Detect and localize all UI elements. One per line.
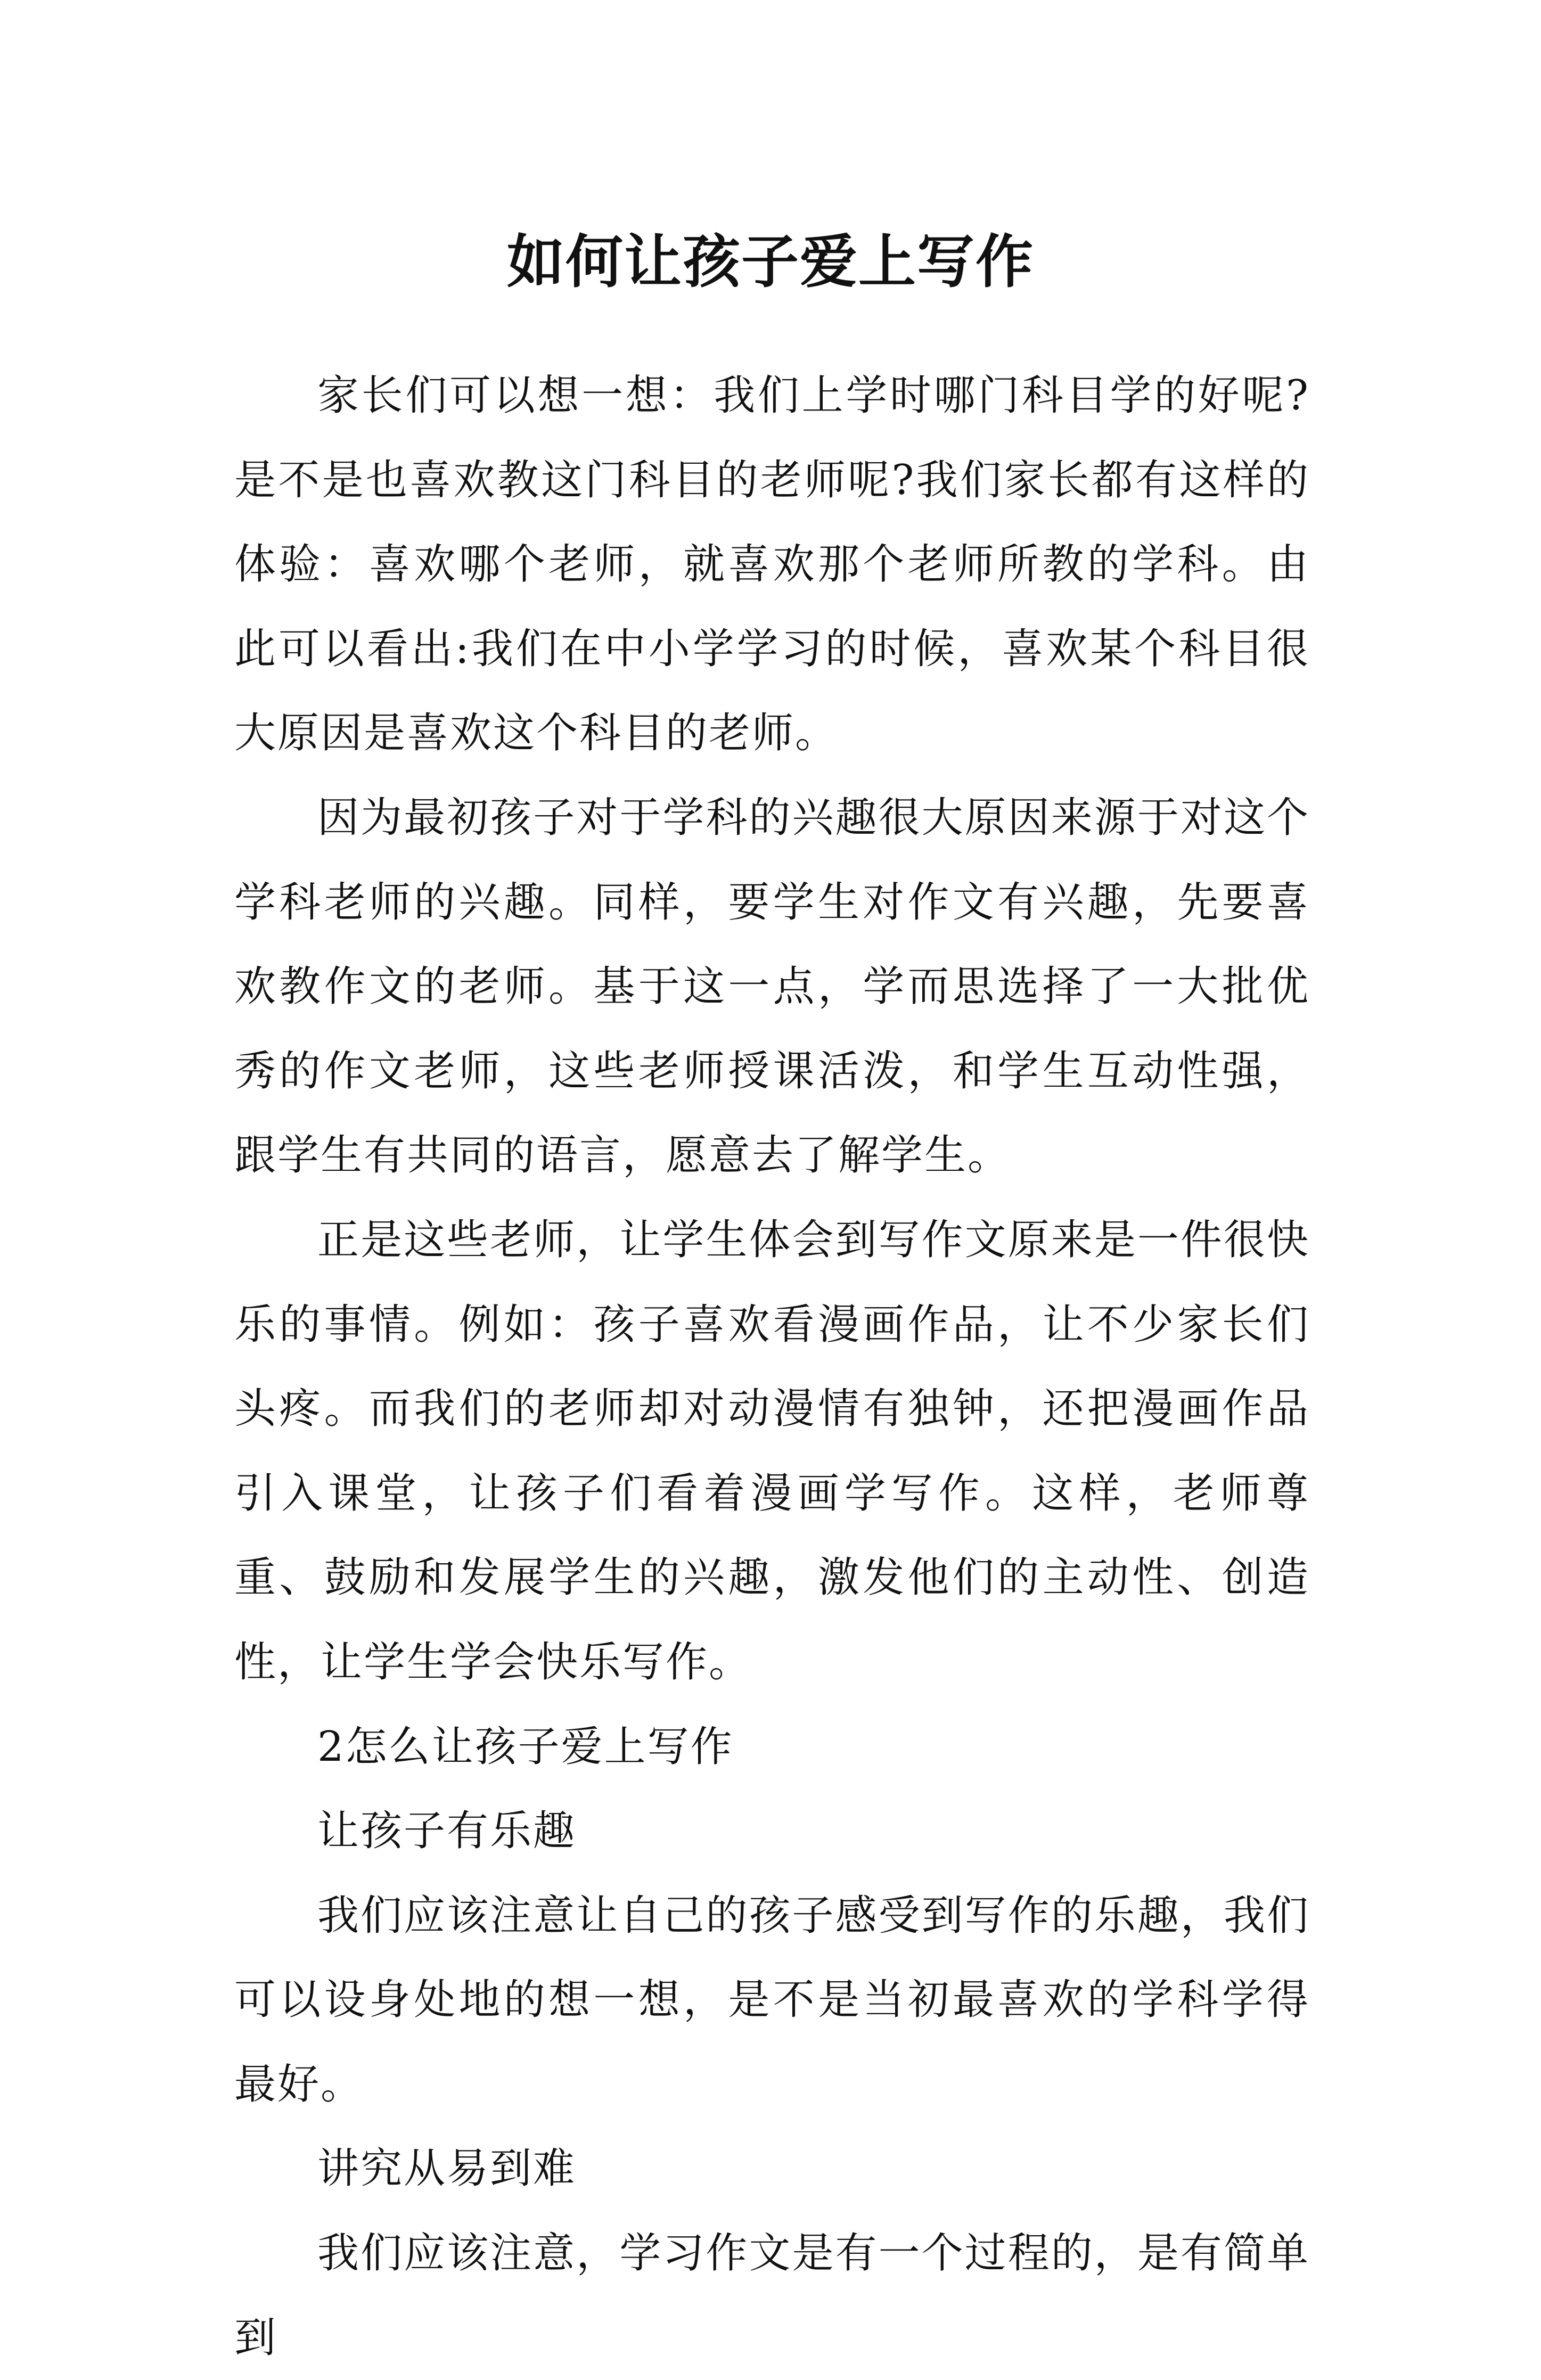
paragraph-1: 家长们可以想一想：我们上学时哪门科目学的好呢?是不是也喜欢教这门科目的老师呢?我们家长都有这样的体验：喜欢哪个老师，就喜欢那个老师所教的学科。由此可以看出:我们在中小学学习的时候，喜欢某个科目很大原因是喜欢这个科目的老师。 [234,372,1310,758]
paragraph-4: 我们应该注意让自己的孩子感受到写作的乐趣，我们可以设身处地的想一想，是不是当初最喜欢的学科学得最好。 [234,1891,1310,2108]
subheading-easy-to-hard: 讲究从易到难 [317,2145,577,2193]
paragraph-3: 正是这些老师，让学生体会到写作文原来是一件很快乐的事情。例如：孩子喜欢看漫画作品，让不少家长们头疼。而我们的老师却对动漫情有独钟，还把漫画作品引入课堂，让孩子们看着漫画学写作。这样，老师尊重、鼓励和发展学生的兴趣，激发他们的主动性、创造性，让学生学会快乐写作。 [234,1216,1310,1686]
subheading-fun: 让孩子有乐趣 [317,1807,577,1856]
section-heading: 2怎么让孩子爱上写作 [317,1722,734,1771]
paragraph-2: 因为最初孩子对于学科的兴趣很大原因来源于对这个学科老师的兴趣。同样，要学生对作文有兴趣，先要喜欢教作文的老师。基于这一点，学而思选择了一大批优秀的作文老师，这些老师授课活泼，和学生互动性强，跟学生有共同的语言，愿意去了解学生。 [234,793,1310,1180]
document-title: 如何让孩子爱上写作 [506,228,1034,296]
paragraph-5: 我们应该注意，学习作文是有一个过程的，是有简单到 [234,2229,1310,2362]
document-body [234,354,1310,2380]
